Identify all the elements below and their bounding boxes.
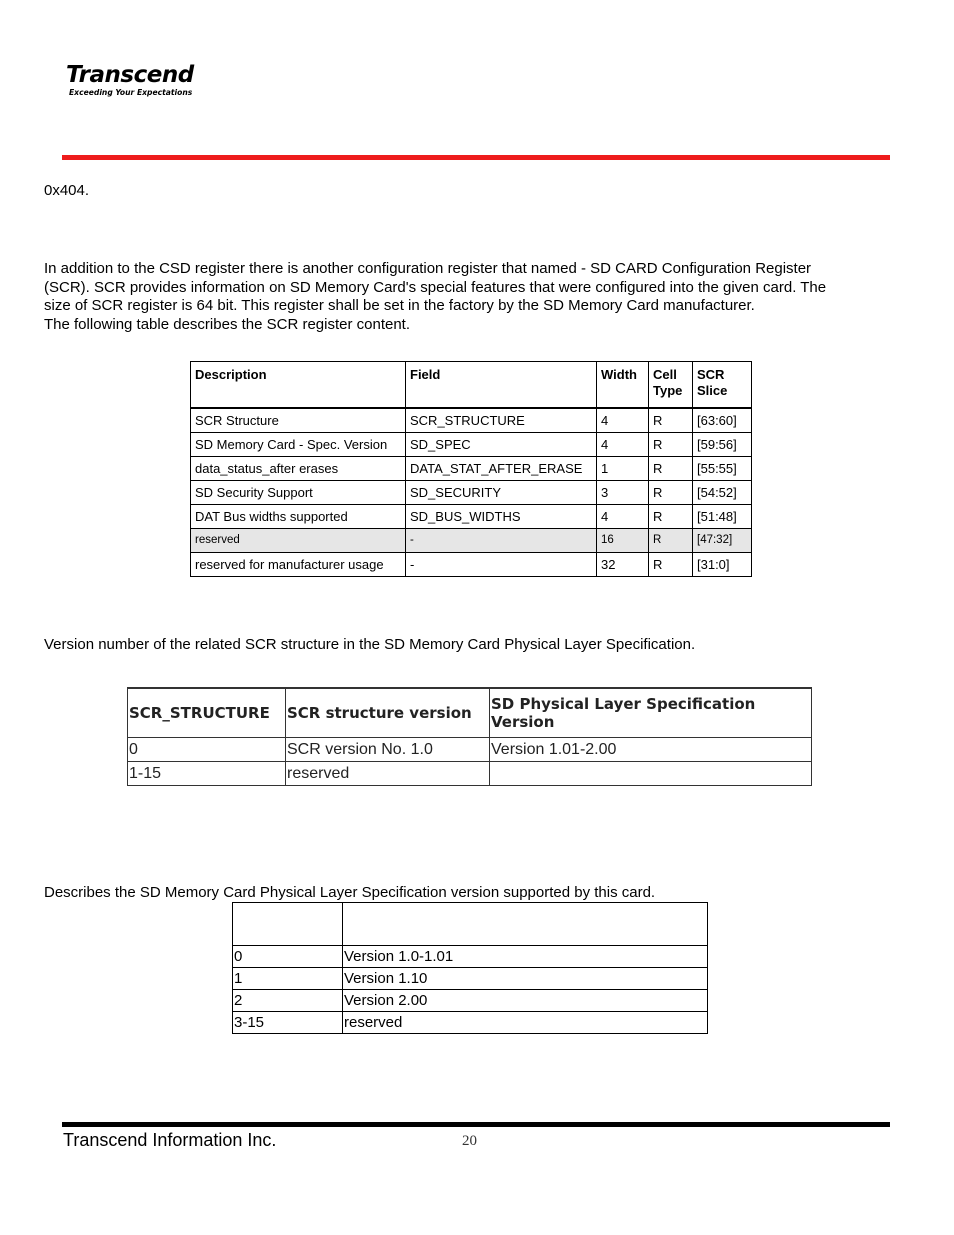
scr-register-table — [190, 361, 752, 577]
table-cell: DATA_STAT_AFTER_ERASE — [406, 457, 597, 481]
sd-spec-text: Describes the SD Memory Card Physical Layer Specification version supported by this card. — [44, 884, 656, 901]
column-header: SCR structure version — [286, 688, 490, 738]
table-row — [128, 738, 812, 762]
table-cell: DAT Bus widths supported — [191, 505, 406, 529]
table-row — [191, 408, 752, 433]
table-cell: 1 — [597, 457, 649, 481]
scr-description-line: size of SCR register is 64 bit. This register shall be set in the factory by the SD Memory Card manufacturer. — [44, 297, 755, 314]
column-header: Description — [191, 362, 406, 409]
table-cell: reserved — [286, 762, 490, 786]
table-cell: 16 — [597, 529, 649, 553]
table-cell: R — [649, 505, 693, 529]
table-row — [191, 529, 752, 553]
scr-description-line: The following table describes the SCR register content. — [44, 315, 411, 333]
column-header — [233, 903, 343, 946]
table-row — [191, 481, 752, 505]
table-cell: data_status_after erases — [191, 457, 406, 481]
table-cell: R — [649, 553, 693, 577]
scr-description — [44, 260, 904, 334]
footer-company: Transcend Information Inc. — [63, 1130, 277, 1150]
table-row — [233, 968, 708, 990]
column-header — [343, 903, 708, 946]
table-cell: 1-15 — [128, 762, 286, 786]
sd-spec-table — [232, 902, 708, 1034]
table-cell: Version 2.00 — [343, 990, 708, 1012]
table-cell: 0 — [128, 738, 286, 762]
table-cell: R — [649, 408, 693, 433]
footer-divider — [62, 1122, 890, 1127]
table-cell: 0 — [233, 946, 343, 968]
table-cell: SD_SPEC — [406, 433, 597, 457]
table-cell: R — [649, 481, 693, 505]
column-header: SCR Slice — [693, 362, 752, 409]
table-row — [233, 990, 708, 1012]
table-row — [191, 553, 752, 577]
table-cell: [54:52] — [693, 481, 752, 505]
column-header: SD Physical Layer Specification Version — [490, 688, 812, 738]
table-cell: [59:56] — [693, 433, 752, 457]
table-cell: - — [406, 553, 597, 577]
table-cell: R — [649, 529, 693, 553]
table-cell: 3-15 — [233, 1012, 343, 1034]
table-row — [233, 1012, 708, 1034]
table-cell: reserved — [191, 529, 406, 553]
table-header-row — [128, 688, 812, 738]
table-cell: SD Memory Card - Spec. Version — [191, 433, 406, 457]
table-cell: Version 1.0-1.01 — [343, 946, 708, 968]
table-row — [191, 505, 752, 529]
logo-name: Transcend — [66, 62, 194, 88]
table-cell: [47:32] — [693, 529, 752, 553]
column-header: Width — [597, 362, 649, 409]
table-cell: SD_SECURITY — [406, 481, 597, 505]
table-cell: 1 — [233, 968, 343, 990]
table-cell: SD Security Support — [191, 481, 406, 505]
table-cell: SCR_STRUCTURE — [406, 408, 597, 433]
logo-tagline: Exceeding Your Expectations — [69, 88, 193, 97]
table-cell: SD_BUS_WIDTHS — [406, 505, 597, 529]
scr-description-line: (SCR). SCR provides information on SD Memory Card's special features that were configured into the given card. The — [44, 278, 827, 296]
table-cell: [63:60] — [693, 408, 752, 433]
table-row — [191, 433, 752, 457]
table-cell: - — [406, 529, 597, 553]
table-cell: Version 1.10 — [343, 968, 708, 990]
intro-fragment: 0x404. — [44, 182, 90, 199]
scr-structure-table — [127, 687, 812, 786]
table-cell: [31:0] — [693, 553, 752, 577]
table-cell: SCR version No. 1.0 — [286, 738, 490, 762]
table-cell: reserved — [343, 1012, 708, 1034]
column-header: SCR_STRUCTURE — [128, 688, 286, 738]
table-cell: R — [649, 457, 693, 481]
scr-description-line: In addition to the CSD register there is another configuration register that named - SD CARD Configuration Register — [44, 260, 812, 277]
column-header: Cell Type — [649, 362, 693, 409]
table-cell: 4 — [597, 433, 649, 457]
table-cell: SCR Structure — [191, 408, 406, 433]
table-cell: [51:48] — [693, 505, 752, 529]
scr-structure-text: Version number of the related SCR structure in the SD Memory Card Physical Layer Specification. — [44, 636, 696, 653]
table-cell: 4 — [597, 408, 649, 433]
page-number: 20 — [462, 1133, 477, 1149]
column-header: Field — [406, 362, 597, 409]
table-cell: R — [649, 433, 693, 457]
table-cell: [55:55] — [693, 457, 752, 481]
table-header-row — [233, 903, 708, 946]
table-cell: 2 — [233, 990, 343, 1012]
table-cell: Version 1.01-2.00 — [490, 738, 812, 762]
transcend-logo — [66, 62, 194, 97]
header-divider — [62, 155, 890, 160]
table-row — [233, 946, 708, 968]
table-header-row — [191, 362, 752, 409]
table-row — [128, 762, 812, 786]
table-cell — [490, 762, 812, 786]
table-cell: reserved for manufacturer usage — [191, 553, 406, 577]
table-cell: 3 — [597, 481, 649, 505]
table-cell: 32 — [597, 553, 649, 577]
table-cell: 4 — [597, 505, 649, 529]
table-row — [191, 457, 752, 481]
